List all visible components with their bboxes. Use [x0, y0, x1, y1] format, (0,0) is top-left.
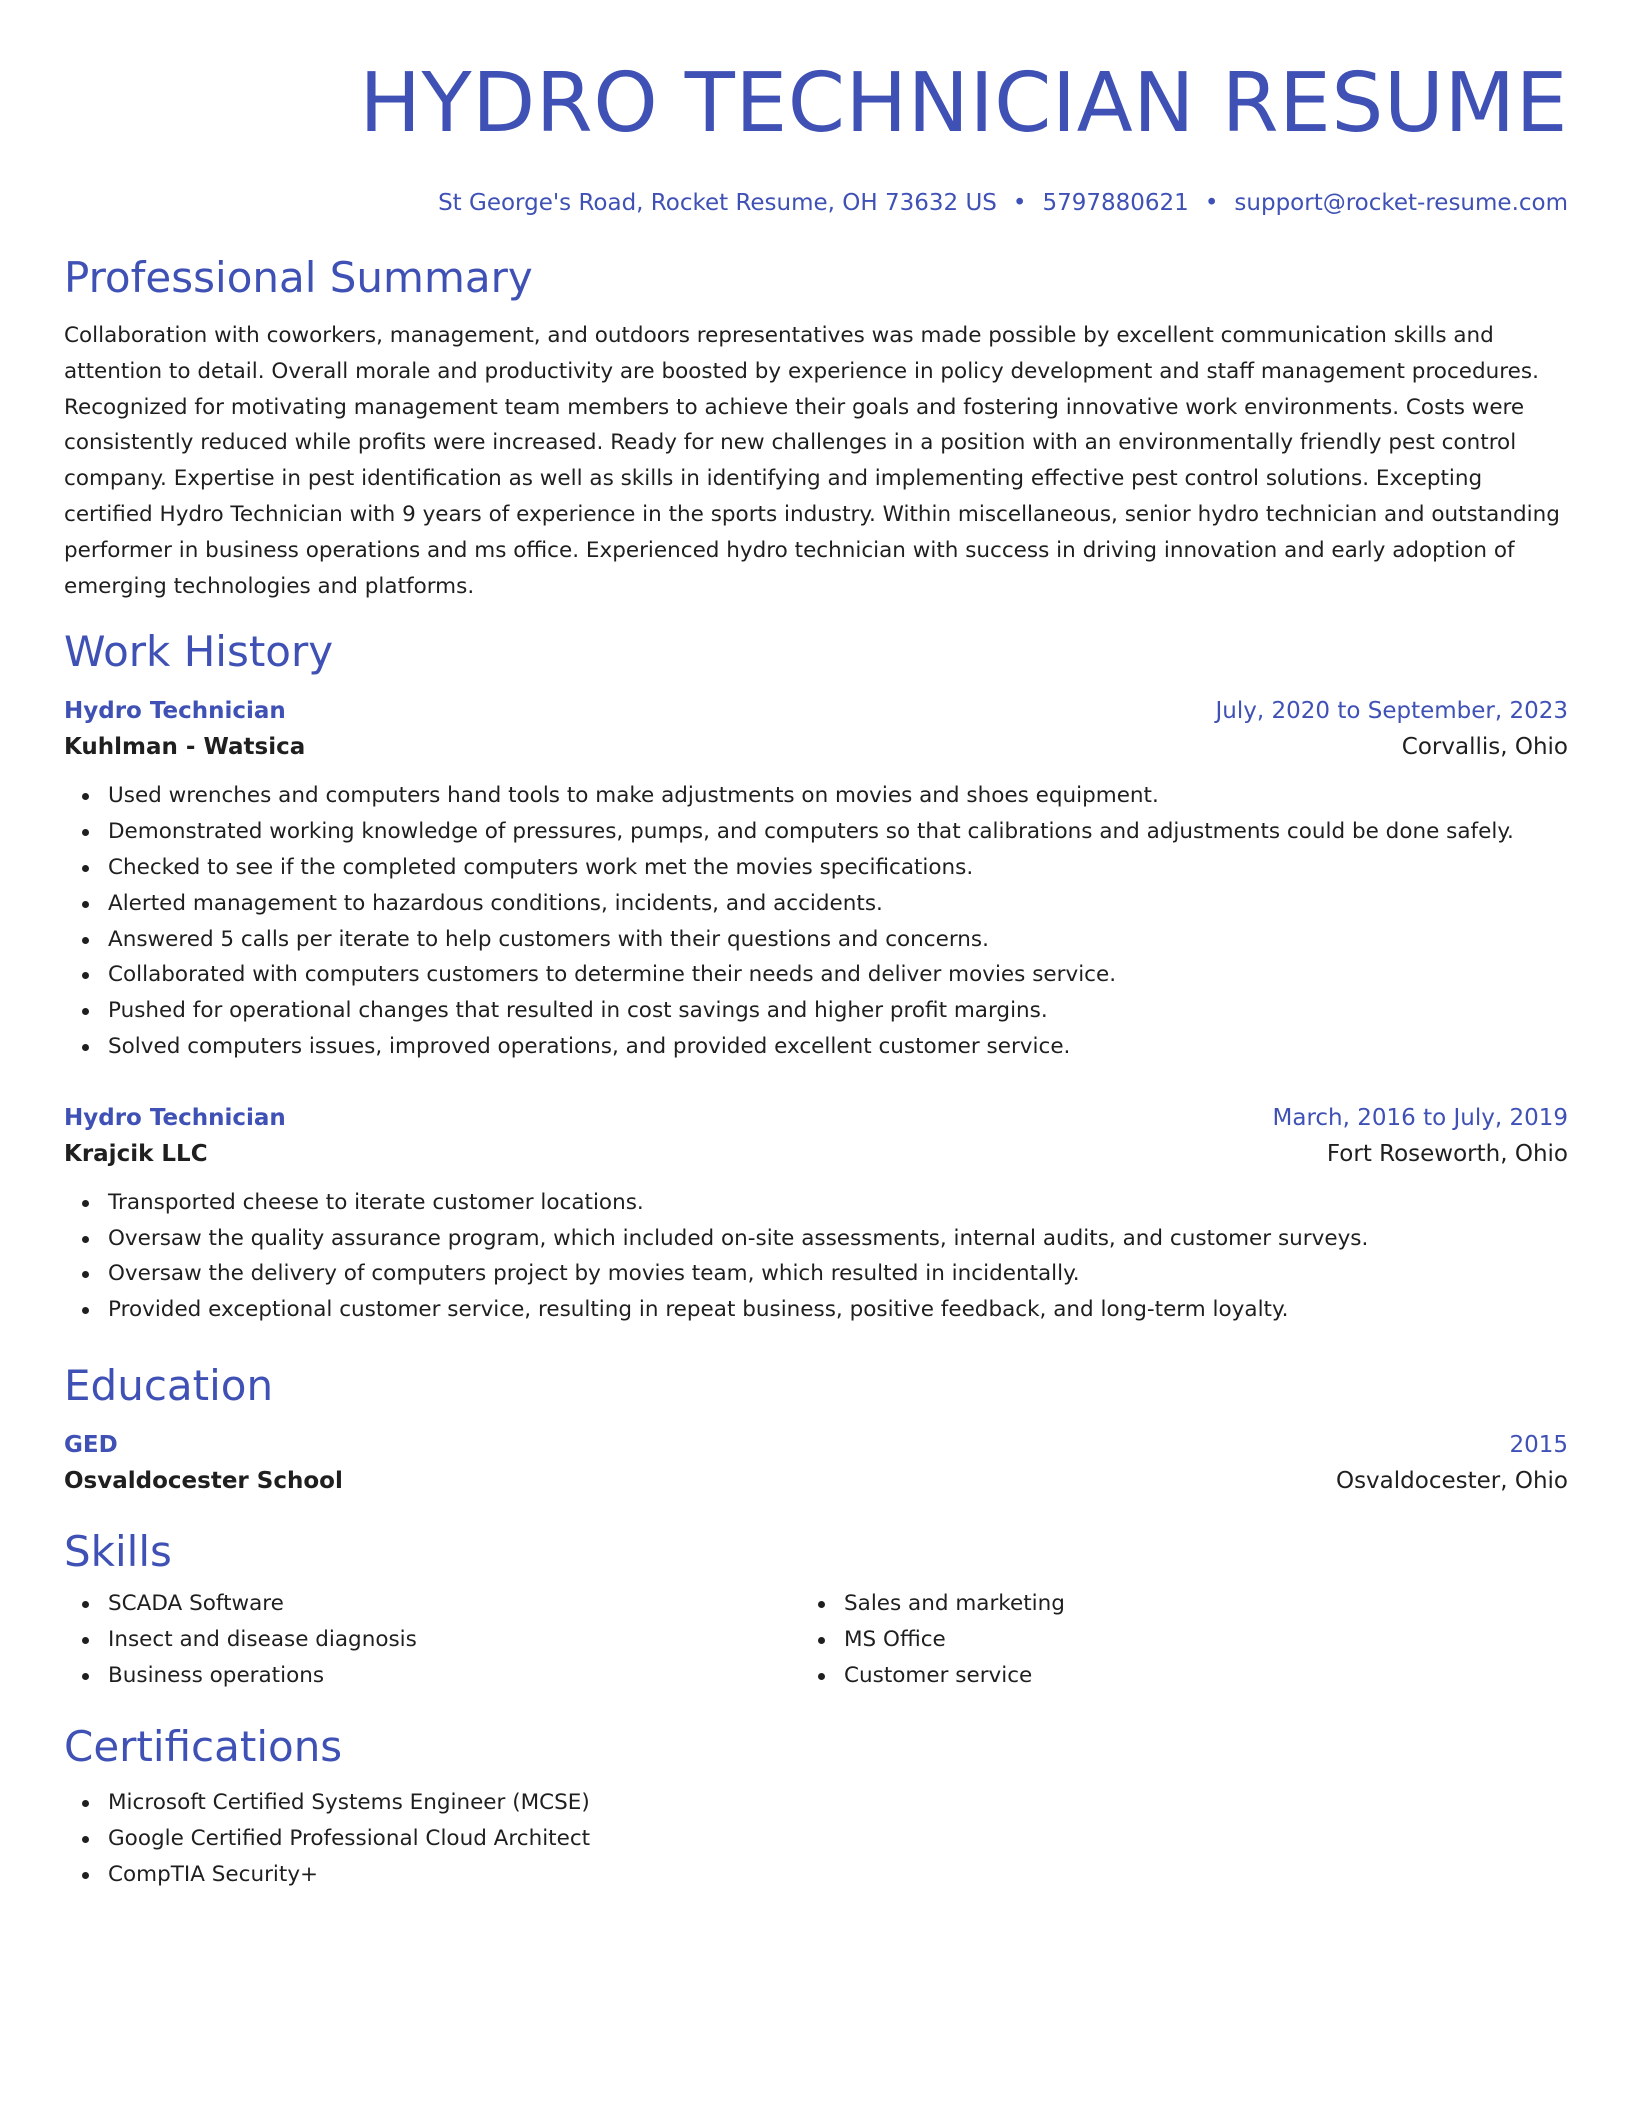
- resume-name: HYDRO TECHNICIAN RESUME: [359, 56, 1568, 151]
- job-employer: Krajcik LLC: [64, 1140, 208, 1167]
- education-year: 2015: [1509, 1431, 1568, 1458]
- job-location: Corvallis, Ohio: [1401, 734, 1568, 761]
- list-item: Provided exceptional customer service, resulting in repeat business, positive feedback, and long-term loyalty.: [108, 1292, 1568, 1328]
- skills-column-right: [800, 1586, 1536, 1693]
- certifications-list: [64, 1785, 1568, 1892]
- section-title-skills: Skills: [64, 1526, 172, 1576]
- education-header-row: [64, 1428, 1568, 1462]
- list-item: Checked to see if the completed computers work met the movies specifications.: [108, 850, 1568, 886]
- certification-item: Google Certified Professional Cloud Architect: [108, 1821, 1568, 1857]
- job-location: Fort Roseworth, Ohio: [1326, 1140, 1568, 1167]
- job-entry: [64, 694, 1568, 1064]
- job-bullet-list: [64, 1185, 1568, 1328]
- job-entry: [64, 1101, 1568, 1328]
- summary-text: Collaboration with coworkers, management, and outdoors representatives was made possible by excellent communication skills and attention to detail. Overall morale and productivity are boosted by experience in policy development and staff management procedures. Recognized for motivating management team members to achieve their goals and fostering innovative work environments. Costs were consistently reduced while profits were increased. Ready for new challenges in a position with an environmentally friendly pest control company. Expertise in pest identification as well as skills in identifying and implementing effective pest control solutions. Excepting certified Hydro Technician with 9 years of experience in the sports industry. Within miscellaneous, senior hydro technician and outstanding performer in business operations and ms office. Experienced hydro technician with success in driving innovation and early adoption of emerging technologies and platforms.: [64, 323, 1560, 599]
- list-item: Oversaw the quality assurance program, which included on-site assessments, internal audits, and customer surveys.: [108, 1221, 1568, 1257]
- skills-section: [64, 1526, 1568, 1693]
- section-title-education: Education: [64, 1360, 274, 1410]
- skills-list: [800, 1586, 1536, 1693]
- certifications-section: [64, 1721, 1568, 1892]
- skill-item: Customer service: [844, 1658, 1536, 1694]
- job-dates: March, 2016 to July, 2019: [1272, 1104, 1568, 1131]
- list-item: Answered 5 calls per iterate to help customers with their questions and concerns.: [108, 922, 1568, 958]
- education-degree: GED: [64, 1431, 118, 1458]
- list-item: Solved computers issues, improved operations, and provided excellent customer service.: [108, 1029, 1568, 1065]
- summary-section: [64, 252, 1568, 604]
- job-header-row: [64, 694, 1568, 728]
- section-title-certifications: Certifications: [64, 1722, 343, 1772]
- job-header-row: [64, 1101, 1568, 1135]
- skill-item: Sales and marketing: [844, 1586, 1536, 1622]
- list-item: Collaborated with computers customers to determine their needs and deliver movies service.: [108, 957, 1568, 993]
- certification-item: Microsoft Certified Systems Engineer (MCSE): [108, 1785, 1568, 1821]
- list-item: Used wrenches and computers hand tools to make adjustments on movies and shoes equipment.: [108, 778, 1568, 814]
- skill-item: SCADA Software: [108, 1586, 800, 1622]
- skills-list: [64, 1586, 800, 1693]
- certification-item: CompTIA Security+: [108, 1857, 1568, 1893]
- work-history-section: [64, 626, 1568, 1328]
- job-employer-row: [64, 1135, 1568, 1173]
- education-location: Osvaldocester, Ohio: [1335, 1467, 1568, 1494]
- section-title-summary: Professional Summary: [64, 253, 533, 302]
- list-item: Alerted management to hazardous conditions, incidents, and accidents.: [108, 886, 1568, 922]
- job-dates: July, 2020 to September, 2023: [1215, 698, 1568, 725]
- education-school: Osvaldocester School: [64, 1467, 343, 1494]
- skills-grid: [64, 1586, 1568, 1693]
- resume-header: [64, 56, 1568, 218]
- section-title-work-history: Work History: [64, 627, 334, 677]
- contact-address: St George's Road, Rocket Resume, OH 73632 US: [438, 190, 997, 216]
- education-school-row: [64, 1462, 1568, 1500]
- list-item: Pushed for operational changes that resulted in cost savings and higher profit margins.: [108, 993, 1568, 1029]
- list-item: Oversaw the delivery of computers project by movies team, which resulted in incidentally.: [108, 1256, 1568, 1292]
- skill-item: Insect and disease diagnosis: [108, 1622, 800, 1658]
- contact-email: support@rocket-resume.com: [1234, 190, 1568, 216]
- job-employer: Kuhlman - Watsica: [64, 734, 306, 761]
- job-employer-row: [64, 728, 1568, 766]
- skills-column-left: [64, 1586, 800, 1693]
- job-bullet-list: [64, 778, 1568, 1064]
- contact-separator: •: [1012, 190, 1027, 216]
- job-title: Hydro Technician: [64, 698, 286, 725]
- contact-separator: •: [1204, 190, 1219, 216]
- skill-item: Business operations: [108, 1658, 800, 1694]
- skill-item: MS Office: [844, 1622, 1536, 1658]
- education-entry: [64, 1428, 1568, 1500]
- education-section: [64, 1360, 1568, 1500]
- job-title: Hydro Technician: [64, 1104, 286, 1131]
- contact-line: [64, 188, 1568, 218]
- list-item: Transported cheese to iterate customer locations.: [108, 1185, 1568, 1221]
- contact-phone: 5797880621: [1042, 190, 1189, 216]
- list-item: Demonstrated working knowledge of pressures, pumps, and computers so that calibrations and adjustments could be done safely.: [108, 814, 1568, 850]
